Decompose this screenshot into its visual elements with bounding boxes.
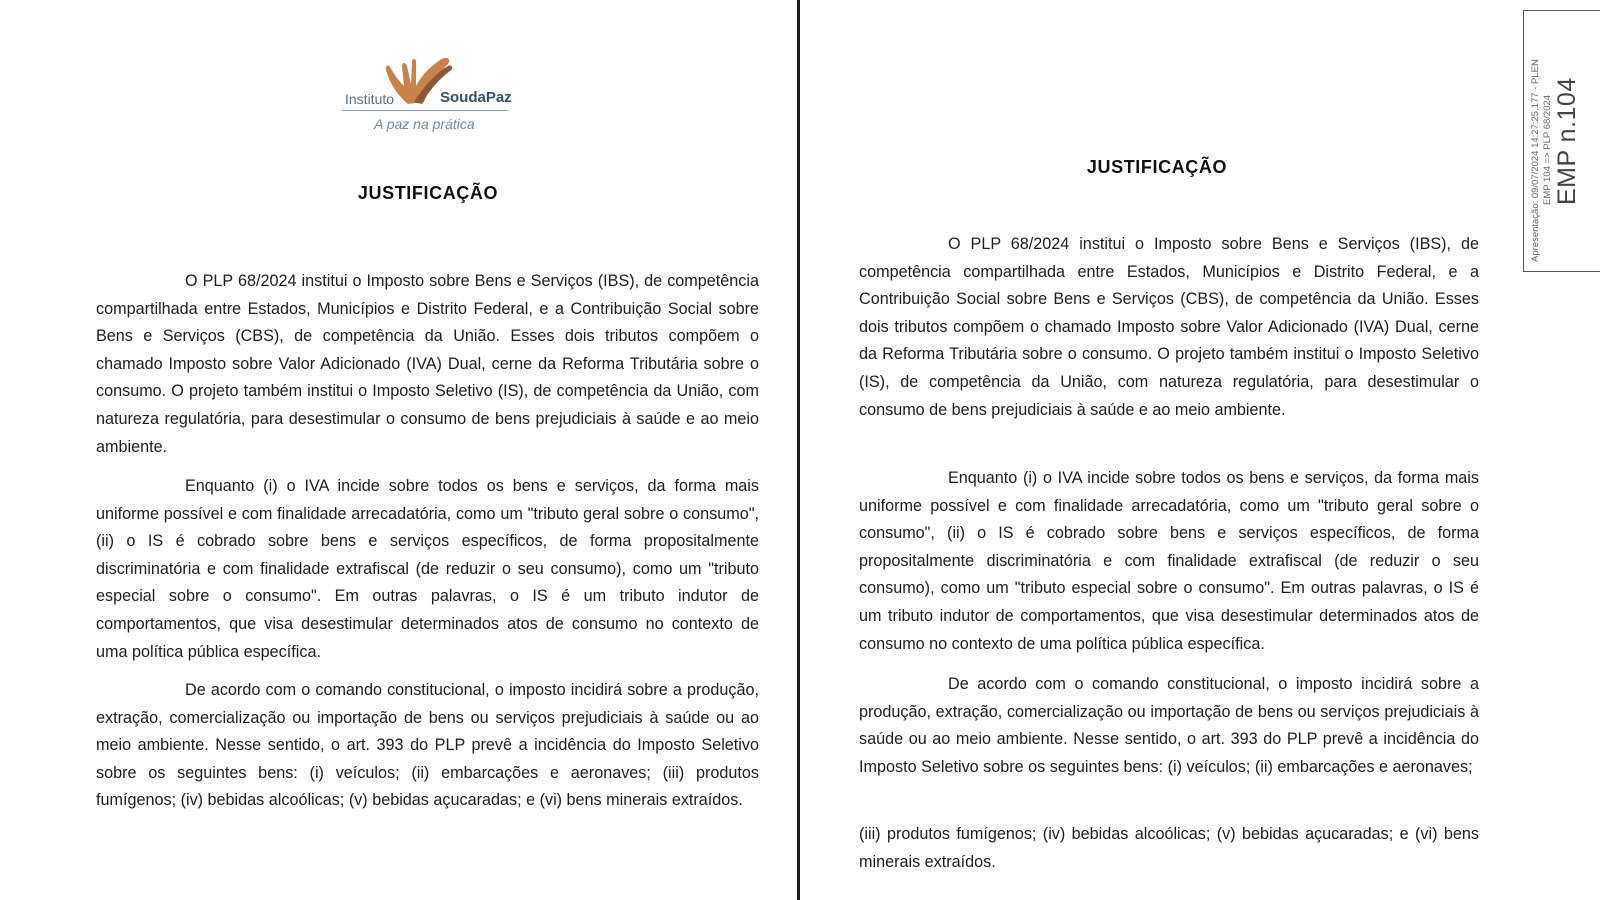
stamp-submission-line: Apresentação: 09/07/2024 14:27:25.177 - PLEN <box>1530 59 1541 262</box>
logo-sou-da-paz-text: SoudaPaz <box>440 89 512 106</box>
page-title: JUSTIFICAÇÃO <box>1086 157 1228 177</box>
left-page <box>0 0 797 900</box>
paragraph-3: De acordo com o comando constitucional, o imposto incidirá sobre a produção, extração, comercialização ou importação de bens ou serviços prejudiciais à saúde ou ao meio ambiente. Nesse sentido, o art. 393 do PLP prevê a incidência do Imposto Seletivo sobre os seguintes bens: (i) veículos; (ii) embarcações e aeronaves; <box>859 675 1479 776</box>
logo-divider <box>342 110 508 111</box>
paragraph-4: (iii) produtos fumígenos; (iv) bebidas alcoólicas; (v) bebidas açucaradas; e (vi) bens minerais extraídos. <box>859 825 1479 871</box>
page-divider <box>797 0 800 900</box>
logo-tagline: A paz na prática <box>374 116 475 132</box>
paragraph-1: O PLP 68/2024 institui o Imposto sobre Bens e Serviços (IBS), de competência compartilhada entre Estados, Municípios e Distrito Federal, e a Contribuição Social sobre Bens e Serviços (CBS), de competência da União. Esses dois tributos compõem o chamado Imposto sobre Valor Adicionado (IVA) Dual, cerne da Reforma Tributária sobre o consumo. O projeto também institui o Imposto Seletivo (IS), de competência da União, com natureza regulatória, para desestimular o consumo de bens prejudiciais à saúde e ao meio ambiente. <box>96 272 759 456</box>
instituto-sou-da-paz-logo <box>340 56 516 136</box>
page-title: JUSTIFICAÇÃO <box>357 183 499 203</box>
logo-instituto-text: Instituto <box>345 91 395 107</box>
stamp-reference-line: EMP 104 => PLP 68/2024 <box>1542 94 1553 205</box>
paragraph-2: Enquanto (i) o IVA incide sobre todos os bens e serviços, da forma mais uniforme possível e com finalidade arrecadatória, como um "tributo geral sobre o consumo", (ii) o IS é cobrado sobre bens e serviços específicos, de forma propositalmente discriminatória e com finalidade extrafiscal (de reduzir o seu consumo), como um "tributo especial sobre o consumo". Em outras palavras, o IS é um tributo indutor de comportamentos, que visa desestimular determinados atos de consumo no contexto de uma política pública específica. <box>859 469 1479 653</box>
paragraph-3: De acordo com o comando constitucional, o imposto incidirá sobre a produção, extração, comercialização ou importação de bens ou serviços prejudiciais à saúde ou ao meio ambiente. Nesse sentido, o art. 393 do PLP prevê a incidência do Imposto Seletivo sobre os seguintes bens: (i) veículos; (ii) embarcações e aeronaves; (iii) produtos fumígenos; (iv) bebidas alcoólicas; (v) bebidas açucaradas; e (vi) bens minerais extraídos. <box>96 681 759 810</box>
paragraph-1: O PLP 68/2024 institui o Imposto sobre Bens e Serviços (IBS), de competência compartilhada entre Estados, Municípios e Distrito Federal, e a Contribuição Social sobre Bens e Serviços (CBS), de competência da União. Esses dois tributos compõem o chamado Imposto sobre Valor Adicionado (IVA) Dual, cerne da Reforma Tributária sobre o consumo. O projeto também institui o Imposto Seletivo (IS), de competência da União, com natureza regulatória, para desestimular o consumo de bens prejudiciais à saúde e ao meio ambiente. <box>859 235 1479 419</box>
paragraph-2: Enquanto (i) o IVA incide sobre todos os bens e serviços, da forma mais uniforme possível e com finalidade arrecadatória, como um "tributo geral sobre o consumo", (ii) o IS é cobrado sobre bens e serviços específicos, de forma propositalmente discriminatória e com finalidade extrafiscal (de reduzir o seu consumo), como um "tributo especial sobre o consumo". Em outras palavras, o IS é um tributo indutor de comportamentos, que visa desestimular determinados atos de consumo no contexto de uma política pública específica. <box>96 477 759 661</box>
stamp-code: EMP n.104 <box>1553 77 1581 205</box>
right-page <box>801 0 1600 900</box>
